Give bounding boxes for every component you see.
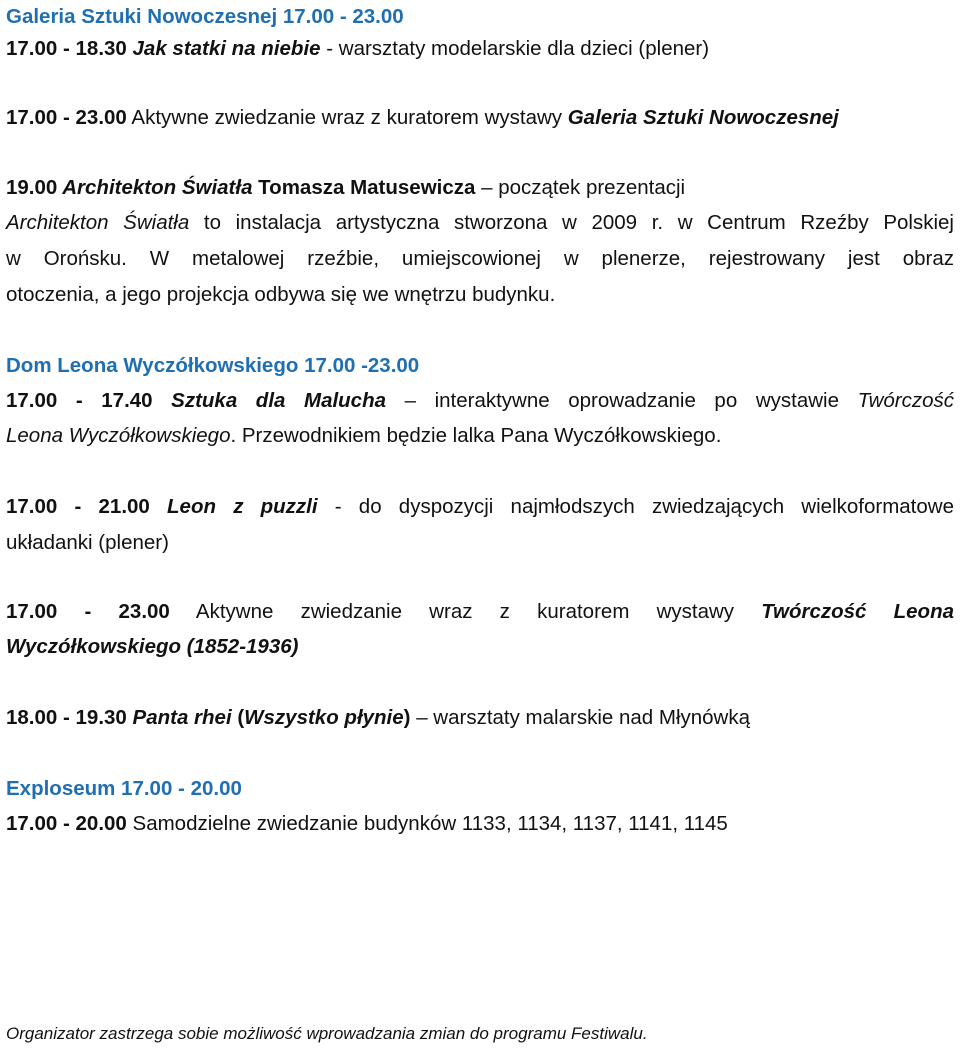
exhibition-title: Twórczość xyxy=(857,389,954,412)
event-desc: - warsztaty modelarskie dla dzieci (plener) xyxy=(320,37,710,60)
event-desc: – warsztaty malarskie nad Młynówką xyxy=(410,706,751,729)
event-time: 17.00 - 17.40 xyxy=(6,389,153,412)
event-subtitle: Wszystko płynie xyxy=(244,706,404,729)
dom-event-4 xyxy=(6,701,954,735)
event-desc: Samodzielne zwiedzanie budynków 1133, 1134, 1137, 1141, 1145 xyxy=(126,812,728,835)
exhibition-title: Leona Wyczółkowskiego xyxy=(6,424,231,447)
event-time: 18.00 - 19.30 xyxy=(6,706,127,729)
galeria-event-3-line-3: w Orońsku. W metalowej rzeźbie, umiejscowionej w plenerze, rejestrowany jest obraz xyxy=(6,247,954,270)
dom-event-1-line-2 xyxy=(6,419,954,453)
dom-heading: Dom Leona Wyczółkowskiego 17.00 -23.00 xyxy=(6,354,420,377)
event-time: 19.00 xyxy=(6,176,58,199)
event-desc: Aktywne zwiedzanie wraz z kuratorem wystawy xyxy=(169,600,762,623)
paren-open: ( xyxy=(231,706,245,729)
event-time: 17.00 - 21.00 xyxy=(6,495,150,518)
description-text: to instalacja artystyczna stworzona w 2009 r. w Centrum Rzeźby Polskiej xyxy=(189,211,954,234)
event-title: Jak statki na niebie xyxy=(132,37,321,60)
dom-event-3-line-2: Wyczółkowskiego (1852-1936) xyxy=(6,635,299,658)
galeria-event-3-line-4: otoczenia, a jego projekcja odbywa się we wnętrzu budynku. xyxy=(6,283,556,306)
event-desc: Aktywne zwiedzanie wraz z kuratorem wystawy xyxy=(126,106,568,129)
dom-event-2 xyxy=(6,490,954,524)
exploseum-heading: Exploseum 17.00 - 20.00 xyxy=(6,777,242,800)
event-title: Twórczość Leona xyxy=(761,600,954,623)
exploseum-event-1 xyxy=(6,807,954,841)
galeria-event-1 xyxy=(6,32,954,66)
event-desc: – początek prezentacji xyxy=(475,176,686,199)
event-title: Leon z puzzli xyxy=(149,495,318,518)
event-time: 17.00 - 18.30 xyxy=(6,37,127,60)
event-title: Sztuka dla Malucha xyxy=(152,389,387,412)
event-time: 17.00 - 23.00 xyxy=(6,106,127,129)
footer-disclaimer: Organizator zastrzega sobie możliwość wprowadzania zmian do programu Festiwalu. xyxy=(6,1024,648,1043)
galeria-heading: Galeria Sztuki Nowoczesnej 17.00 - 23.00 xyxy=(6,5,404,28)
galeria-event-3 xyxy=(6,171,954,205)
dom-event-1 xyxy=(6,384,954,418)
galeria-event-2 xyxy=(6,101,954,135)
event-time: 17.00 - 23.00 xyxy=(6,600,170,623)
dom-event-3 xyxy=(6,595,954,629)
event-title: Panta rhei xyxy=(126,706,232,729)
event-desc: - do dyspozycji najmłodszych zwiedzających wielkoformatowe xyxy=(317,495,954,518)
event-desc: – interaktywne oprowadzanie po wystawie xyxy=(386,389,858,412)
description-text: . Przewodnikiem będzie lalka Pana Wyczółkowskiego. xyxy=(230,424,722,447)
galeria-event-3-line-2 xyxy=(6,206,954,240)
event-author: Tomasza Matusewicza xyxy=(252,176,476,199)
event-title-ref: Architekton Światła xyxy=(6,211,190,234)
dom-event-2-line-2: układanki (plener) xyxy=(6,531,169,554)
paren-close: ) xyxy=(403,706,411,729)
event-title: Galeria Sztuki Nowoczesnej xyxy=(567,106,839,129)
event-title: Architekton Światła xyxy=(57,176,253,199)
event-time: 17.00 - 20.00 xyxy=(6,812,127,835)
